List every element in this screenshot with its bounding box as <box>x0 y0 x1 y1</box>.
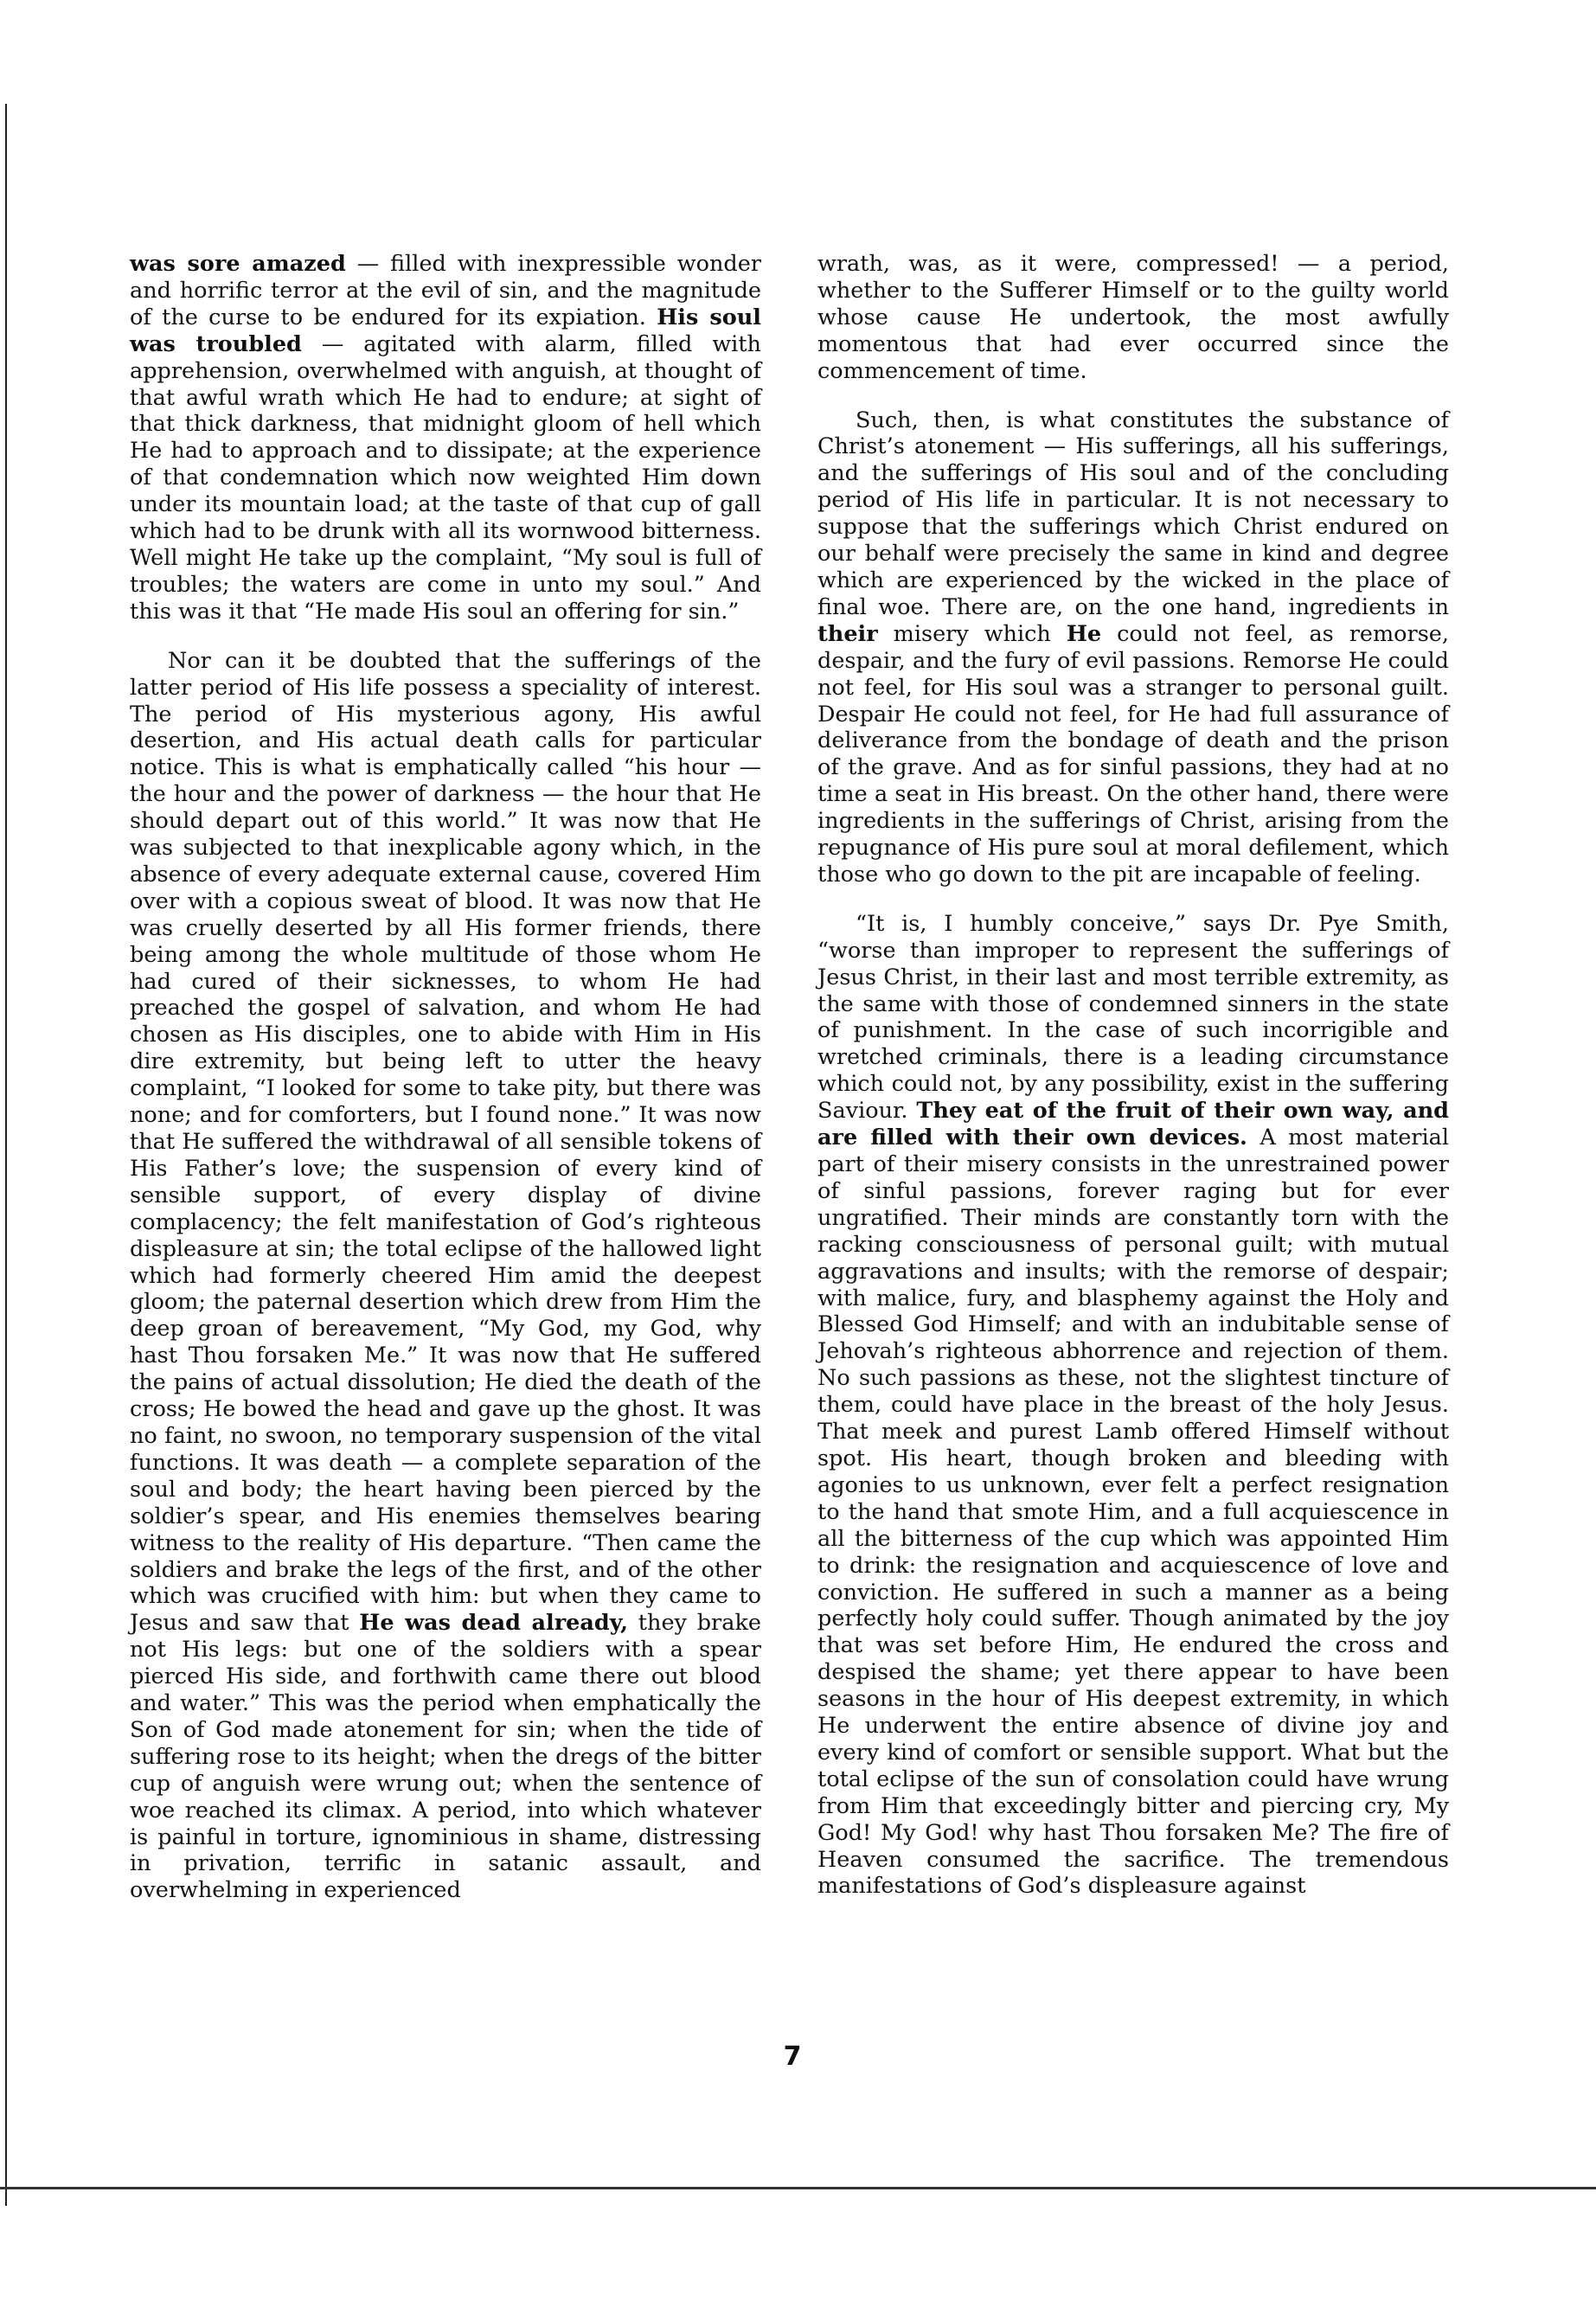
page-bottom-rule <box>0 2187 1596 2189</box>
text-run: Nor can it be doubted that the sufferings of the latter period of His life possess a speciality of interest. The period of His mysterious agony, His awful desertion, and His actual death calls for particular notice. This is what is emphatically called “his hour — the hour and the power of darkness — the hour that He should depart out of this world.” It was now that He was subjected to that inexplicable agony which, in the absence of every adequate external cause, covered Him over with a copious sweat of blood. It was now that He was cruelly deserted by all His former friends, there being among the whole multitude of those whom He had cured of their sicknesses, to whom He had preached the gospel of salvation, and whom He had chosen as His disciples, one to abide with Him in His dire extremity, but being left to utter the heavy complaint, “I looked for some to take pity, but there was none; and for comforters, but I found none.” It was now that He suffered the withdrawal of all sensible tokens of His Father’s love; the suspension of every kind of sensible support, of every display of divine complacency; the felt manifestation of God’s righteous displeasure at sin; the total eclipse of the hallowed light which had formerly cheered Him amid the deepest gloom; the paternal desertion which drew from Him the deep groan of bereavement, “My God, my God, why hast Thou forsaken Me.” It was now that He suffered the pains of actual dissolution; He died the death of the cross; He bowed the head and gave up the ghost. It was no faint, no swoon, no temporary suspension of the vital functions. It was death — a complete separation of the soul and body; the heart having been pierced by the soldier’s spear, and His enemies themselves bearing witness to the reality of His departure. “Then came the soldiers and brake the legs of the first, and of the other which was crucified with him: but when they came to Jesus and saw that <box>130 647 761 1637</box>
left-column <box>130 251 761 1926</box>
text-run: “It is, I humbly conceive,” says Dr. Pye Smith, “worse than improper to represent the sufferings of Jesus Christ, in their last and most terrible extremity, as the same with those of condemned sinners in the state of punishment. In the case of such incorrigible and wretched criminals, there is a leading circumstance which could not, by any possibility, exist in the suffering Saviour. <box>817 910 1449 1125</box>
text-run: they brake not His legs: but one of the soldiers with a spear pierced His side, and forthwith came there out blood and water.” This was the period when emphatically the Son of God made atonement for sin; when the tide of suffering rose to its height; when the dregs of the bitter cup of anguish were wrung out; when the sentence of woe reached its climax. A period, into which whatever is painful in torture, ignominious in shame, distressing in privation, terrific in satanic assault, and overwhelming in experienced <box>130 1610 761 1904</box>
right-column <box>817 251 1449 1922</box>
page-number: 7 <box>783 2041 802 2072</box>
text-run: misery which <box>877 620 1067 647</box>
text-run: wrath, was, as it were, compressed! — a period, whether to the Sufferer Himself or to the guilty world whose cause He undertook, the most awfully momentous that had ever occurred since the commencement of time. <box>817 251 1449 384</box>
page-edge-rule <box>5 104 7 2206</box>
left-paragraph-2 <box>130 648 761 1905</box>
right-paragraph-1 <box>817 251 1449 385</box>
bold-phrase: His soul was troubled <box>130 304 761 357</box>
text-run: could not feel, as remorse, despair, and the fury of evil passions. Remorse He could not feel, for His soul was a stranger to personal guilt. Despair He could not feel, for He had full assurance of deliverance from the bondage of death and the prison of the grave. And as for sinful passions, they had at no time a seat in His breast. On the other hand, there were ingredients in the sufferings of Christ, arising from the repugnance of His pure soul at moral defilement, which those who go down to the pit are incapable of feeling. <box>817 620 1449 888</box>
bold-phrase: He <box>1066 620 1102 647</box>
bold-phrase: their <box>817 620 878 647</box>
text-run: — agitated with alarm, filled with apprehension, overwhelmed with anguish, at thought of that awful wrath which He had to endure; at sight of that thick darkness, that midnight gloom of hell which He had to approach and to dissipate; at the experience of that condemnation which now weighted Him down under its mountain load; at the taste of that cup of gall which had to be drunk with all its wornwood bitterness. Well might He take up the complaint, “My soul is full of troubles; the waters are come in unto my soul.” And this was it that “He made His soul an offering for sin.” <box>130 330 761 625</box>
bold-phrase: He was dead already, <box>359 1610 628 1637</box>
text-run: A most material part of their misery consists in the unrestrained power of sinful passions, forever raging but for ever ungratified. Their minds are constantly torn with the racking consciousness of personal guilt; with mutual aggravations and insults; with the remorse of despair; with malice, fury, and blasphemy against the Holy and Blessed God Himself; and with an indubitable sense of Jehovah’s righteous abhorrence and rejection of them. No such passions as these, not the slightest tincture of them, could have place in the breast of the holy Jesus. That meek and purest Lamb offered Himself without spot. His heart, though broken and bleeding with agonies to us unknown, ever felt a perfect resignation to the hand that smote Him, and a full acquiescence in all the bitterness of the cup which was appointed Him to drink: the resignation and acquiescence of love and conviction. He suffered in such a manner as a being perfectly holy could suffer. Though animated by the joy that was set before Him, He endured the cross and despised the shame; yet there appear to have been seasons in the hour of His deepest extremity, in which He underwent the entire absence of divine joy and every kind of comfort or sensible support. What but the total eclipse of the sun of consolation could have wrung from Him that exceedingly bitter and piercing cry, My God! My God! why hast Thou forsaken Me? The fire of Heaven consumed the sacrifice. The tremendous manifestations of God’s displeasure against <box>817 1125 1449 1900</box>
text-run: — filled with inexpressible wonder and horrific terror at the evil of sin, and the magnitude of the curse to be endured for its expiation. <box>130 251 761 330</box>
right-paragraph-2 <box>817 407 1449 888</box>
bold-phrase: was sore amazed <box>130 251 346 277</box>
right-paragraph-3 <box>817 911 1449 1900</box>
left-paragraph-1 <box>130 251 761 625</box>
bold-phrase: They eat of the fruit of their own way, and are filled with their own devices. <box>817 1098 1449 1151</box>
text-run: Such, then, is what constitutes the substance of Christ’s atonement — His sufferings, all his sufferings, and the sufferings of His soul and of the concluding period of His life in particular. It is not necessary to suppose that the sufferings which Christ endured on our behalf were precisely the same in kind and degree which are experienced by the wicked in the place of final woe. There are, on the one hand, ingredients in <box>817 407 1449 620</box>
